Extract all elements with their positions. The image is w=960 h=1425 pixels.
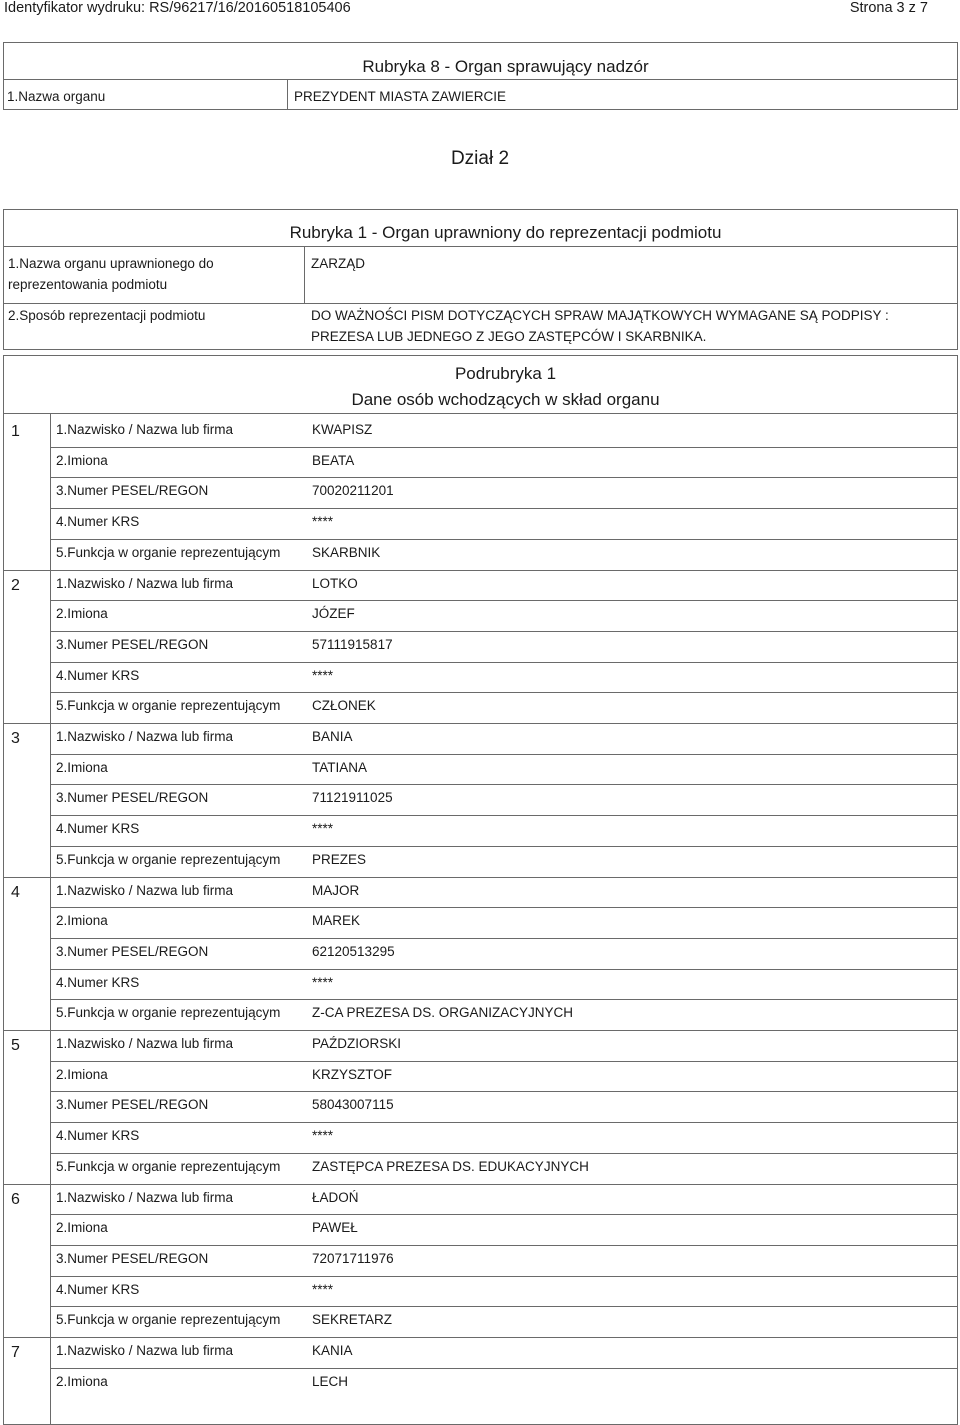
person-function-label: 5.Funkcja w organie reprezentującym xyxy=(56,698,281,714)
person-surname-value: KANIA xyxy=(312,1343,353,1358)
row-divider xyxy=(50,1214,957,1215)
person-names-value: MAREK xyxy=(312,913,361,929)
person-pesel-value: 72071711976 xyxy=(312,1250,394,1266)
row-divider xyxy=(50,1245,957,1246)
page-number: Strona 3 z 7 xyxy=(849,0,928,16)
person-number: 7 xyxy=(11,1344,20,1361)
organ-name-value: PREZYDENT MIASTA ZAWIERCIE xyxy=(294,89,507,104)
row-divider xyxy=(50,1276,957,1277)
row-divider xyxy=(50,1122,957,1123)
representation-method-label: 2.Sposób reprezentacji podmiotu xyxy=(8,308,206,323)
person-pesel-label: 3.Numer PESEL/REGON xyxy=(56,483,209,499)
person-pesel-value: 71121911025 xyxy=(312,790,393,806)
person-names-label: 2.Imiona xyxy=(56,1066,108,1082)
person-function-label: 5.Funkcja w organie reprezentującym xyxy=(56,1158,281,1174)
person-names-label: 2.Imiona xyxy=(56,1220,108,1236)
person-krs-value: **** xyxy=(312,667,334,683)
organ-name-label: 1.Nazwa organu xyxy=(7,89,106,104)
subrubric-title: Podrubryka 1 xyxy=(454,364,557,383)
person-number: 3 xyxy=(11,730,20,747)
person-names-value: PAWEŁ xyxy=(312,1220,358,1236)
row-divider xyxy=(50,1368,957,1369)
person-names-value: BEATA xyxy=(312,452,355,468)
person-surname-value: ŁADOŃ xyxy=(312,1189,359,1205)
person-surname-label: 1.Nazwisko / Nazwa lub firma xyxy=(56,729,234,744)
row-divider xyxy=(50,631,957,632)
person-surname-label: 1.Nazwisko / Nazwa lub firma xyxy=(56,575,234,591)
row-divider xyxy=(4,1030,957,1031)
person-function-label: 5.Funkcja w organie reprezentującym xyxy=(56,851,281,867)
person-surname-value: MAJOR xyxy=(312,882,360,898)
person-number: 5 xyxy=(11,1037,20,1054)
person-function-value: SKARBNIK xyxy=(312,544,381,560)
rubric8-title: Rubryka 8 - Organ sprawujący nadzór xyxy=(362,57,649,76)
person-function-value: Z-CA PREZESA DS. ORGANIZACYJNYCH xyxy=(312,1005,574,1021)
person-surname-value: PAŹDZIORSKI xyxy=(312,1036,402,1051)
representation-method-line1: DO WAŻNOŚCI PISM DOTYCZĄCYCH SPRAW MAJĄTKOWYCH WYMAGANE SĄ PODPISY : xyxy=(311,308,889,323)
person-krs-label: 4.Numer KRS xyxy=(56,1128,140,1144)
person-function-label: 5.Funkcja w organie reprezentującym xyxy=(56,1312,281,1328)
person-krs-value: **** xyxy=(312,514,334,530)
person-krs-value: **** xyxy=(312,1128,334,1144)
row-divider xyxy=(50,907,957,908)
person-surname-value: KWAPISZ xyxy=(312,422,373,437)
person-names-label: 2.Imiona xyxy=(56,606,108,622)
row-divider xyxy=(50,477,957,478)
row-divider xyxy=(4,723,957,724)
row-divider xyxy=(50,662,957,663)
row-divider xyxy=(50,754,957,755)
person-function-value: ZASTĘPCA PREZESA DS. EDUKACYJNYCH xyxy=(312,1158,589,1174)
row-divider xyxy=(50,846,957,847)
person-number: 1 xyxy=(11,423,20,440)
person-names-value: LECH xyxy=(312,1373,349,1389)
person-pesel-label: 3.Numer PESEL/REGON xyxy=(56,636,209,652)
person-surname-label: 1.Nazwisko / Nazwa lub firma xyxy=(56,882,234,898)
person-function-value: PREZES xyxy=(312,851,367,867)
person-names-label: 2.Imiona xyxy=(56,759,108,775)
row-divider xyxy=(50,692,957,693)
row-divider xyxy=(4,877,957,878)
rubric1-box xyxy=(3,209,958,350)
person-krs-label: 4.Numer KRS xyxy=(56,514,140,530)
rubric8-box xyxy=(3,42,958,110)
person-number: 6 xyxy=(11,1190,20,1208)
person-krs-value: **** xyxy=(312,974,334,990)
row-divider xyxy=(50,999,957,1000)
person-pesel-label: 3.Numer PESEL/REGON xyxy=(56,943,209,959)
person-krs-label: 4.Numer KRS xyxy=(56,1281,140,1297)
row-divider xyxy=(50,447,957,448)
person-pesel-value: 70020211201 xyxy=(312,483,394,499)
person-pesel-label: 3.Numer PESEL/REGON xyxy=(56,1250,209,1266)
row-divider xyxy=(50,1306,957,1307)
person-function-label: 5.Funkcja w organie reprezentującym xyxy=(56,1005,281,1021)
row-divider xyxy=(50,784,957,785)
person-pesel-value: 57111915817 xyxy=(312,636,393,652)
row-divider xyxy=(50,600,957,601)
subrubric-box xyxy=(3,355,958,1425)
print-identifier: Identyfikator wydruku: RS/96217/16/20160518105406 xyxy=(4,0,351,16)
person-surname-label: 1.Nazwisko / Nazwa lub firma xyxy=(56,422,234,437)
row-divider xyxy=(50,508,957,509)
person-surname-value: LOTKO xyxy=(312,575,358,591)
person-number: 4 xyxy=(11,883,20,901)
person-surname-label: 1.Nazwisko / Nazwa lub firma xyxy=(56,1036,234,1051)
row-divider xyxy=(4,1337,957,1338)
person-pesel-label: 3.Numer PESEL/REGON xyxy=(56,790,209,806)
person-krs-label: 4.Numer KRS xyxy=(56,974,140,990)
person-krs-label: 4.Numer KRS xyxy=(56,821,140,837)
person-surname-label: 1.Nazwisko / Nazwa lub firma xyxy=(56,1343,234,1358)
section-title: Dział 2 xyxy=(450,148,510,169)
person-function-value: SEKRETARZ xyxy=(312,1312,393,1328)
representation-method-line2: PREZESA LUB JEDNEGO Z JEGO ZASTĘPCÓW I SKARBNIKA. xyxy=(311,329,707,344)
row-divider xyxy=(4,570,957,571)
person-pesel-value: 58043007115 xyxy=(312,1097,394,1113)
person-surname-label: 1.Nazwisko / Nazwa lub firma xyxy=(56,1189,234,1205)
person-krs-label: 4.Numer KRS xyxy=(56,667,140,683)
organ-authorized-label-line2: reprezentowania podmiotu xyxy=(8,277,168,292)
person-function-value: CZŁONEK xyxy=(312,698,376,714)
person-pesel-value: 62120513295 xyxy=(312,943,395,959)
row-divider xyxy=(50,938,957,939)
organ-authorized-label-line1: 1.Nazwa organu uprawnionego do xyxy=(8,256,214,271)
person-names-value: KRZYSZTOF xyxy=(312,1066,393,1082)
person-names-value: TATIANA xyxy=(312,759,368,775)
person-names-value: JÓZEF xyxy=(312,606,355,622)
person-pesel-label: 3.Numer PESEL/REGON xyxy=(56,1097,209,1113)
row-divider xyxy=(50,1153,957,1154)
row-divider xyxy=(4,1184,957,1185)
row-divider xyxy=(50,969,957,970)
rubric1-title: Rubryka 1 - Organ uprawniony do reprezentacji podmiotu xyxy=(289,223,722,242)
row-divider xyxy=(50,1061,957,1062)
subrubric-subtitle: Dane osób wchodzących w skład organu xyxy=(351,390,660,409)
person-names-label: 2.Imiona xyxy=(56,913,108,929)
person-names-label: 2.Imiona xyxy=(56,452,108,468)
person-surname-value: BANIA xyxy=(312,729,353,744)
person-krs-value: **** xyxy=(312,821,334,837)
row-divider xyxy=(50,539,957,540)
row-divider xyxy=(50,815,957,816)
person-function-label: 5.Funkcja w organie reprezentującym xyxy=(56,544,281,560)
row-divider xyxy=(50,1091,957,1092)
organ-authorized-value: ZARZĄD xyxy=(311,256,365,271)
person-names-label: 2.Imiona xyxy=(56,1373,108,1389)
person-krs-value: **** xyxy=(312,1281,334,1297)
person-number: 2 xyxy=(11,576,20,594)
